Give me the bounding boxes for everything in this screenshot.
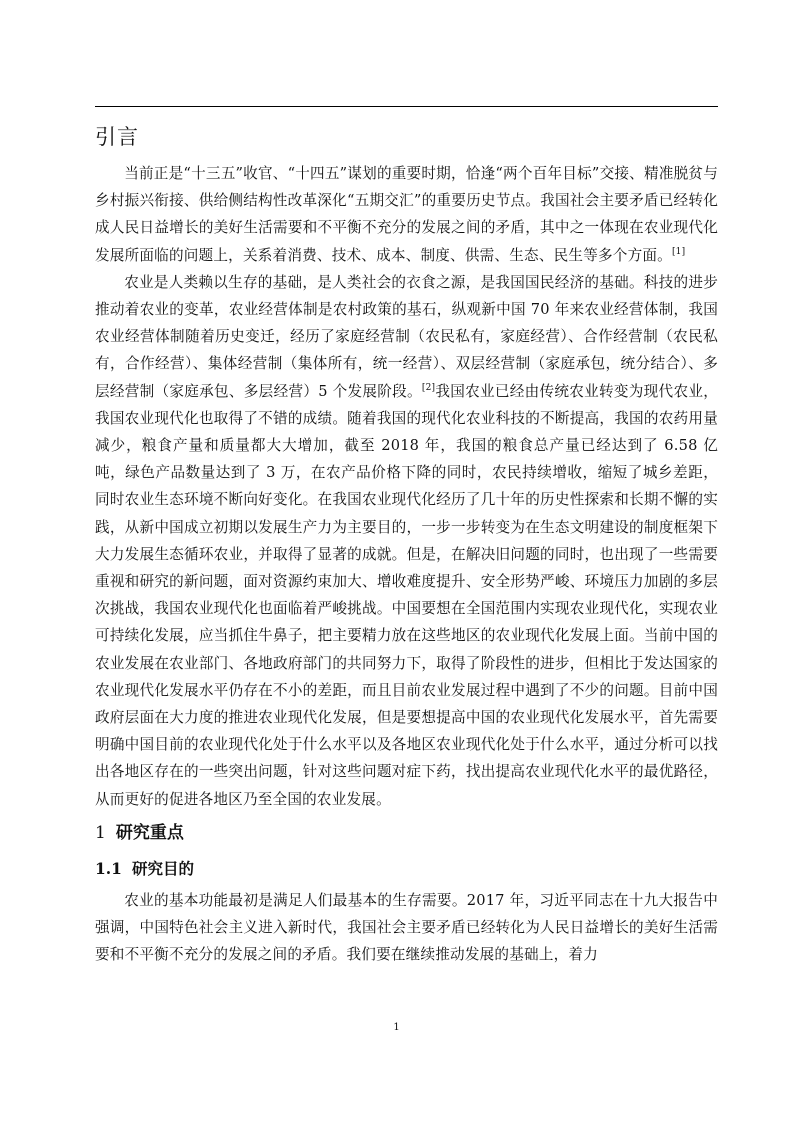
- intro-paragraph-1-text: 当前正是“十三五”收官、“十四五”谋划的重要时期，恰逢“两个百年目标”交接、精准脱贫与乡村振兴衔接、供给侧结构性改革深化“五期交汇”的重要历史节点。我国社会主要矛盾已经转化成人民日益增长的美好生活需要和不平衡不充分的发展之间的矛盾，其中之一体现在农业现代化发展所面临的问题上，关系着消费、技术、成本、制度、供需、生态、民生等多个方面。: [95, 165, 718, 264]
- section-1-number: 1: [95, 822, 106, 843]
- section-1-title: 研究重点: [115, 822, 184, 843]
- intro-paragraph-2-text-a: 农业是人类赖以生存的基础，是人类社会的衣食之源，是我国国民经济的基础。科技的进步推动着农业的变革，农业经营体制是农村政策的基石，纵观新中国 70 年来农业经营体制，我国农业经营体制随着历史变迁，经历了家庭经营制（农民私有，家庭经营）、合作经营制（农民私有，合作经营）、集体经营制（集体所有，统一经营）、双层经营制（家庭承包，统分结合）、多层经营制（家庭承包、多层经营）5 个发展阶段。: [95, 273, 718, 400]
- page-content: [95, 118, 718, 968]
- header-rule: [95, 106, 718, 107]
- intro-paragraph-2: [95, 269, 718, 813]
- citation-2: [2]: [421, 382, 436, 393]
- citation-1: [1]: [671, 246, 686, 257]
- section-1-1-paragraph-1: 农业的基本功能最初是满足人们最基本的生存需要。2017 年，习近平同志在十九大报告中强调，中国特色社会主义进入新时代，我国社会主要矛盾已经转化为人民日益增长的美好生活需要和不平衡不充分的发展之间的矛盾。我们要在继续推动发展的基础上，着力: [95, 891, 718, 964]
- section-1-1-heading: [95, 851, 718, 887]
- section-1-1-number: 1.1: [95, 858, 122, 878]
- intro-heading: 引言: [95, 125, 139, 149]
- intro-paragraph-1: [95, 160, 718, 269]
- section-1-heading: [95, 815, 718, 851]
- page-number: 1: [393, 1022, 400, 1033]
- intro-paragraph-2-text-b: 我国农业已经由传统农业转变为现代农业，我国农业现代化也取得了不错的成绩。随着我国的现代化农业科技的不断提高，我国的农药用量减少，粮食产量和质量都大大增加，截至 2018 年，我国的粮食总产量已经达到了 6.58 亿吨，绿色产品数量达到了 3 万，在农产品价格下降的同时，农民持续增收，缩短了城乡差距，同时农业生态环境不断向好变化。在我国农业现代化经历了几十年的历史性探索和长期不懈的实践，从新中国成立初期以发展生产力为主要目的，一步一步转变为在生态文明建设的制度框架下大力发展生态循环农业，并取得了显著的成就。但是，在解决旧问题的同时，也出现了一些需要重视和研究的新问题，面对资源约束加大、增收难度提升、安全形势严峻、环境压力加剧的多层次挑战，我国农业现代化也面临着严峻挑战。中国要想在全国范围内实现农业现代化，实现农业可持续化发展，应当抓住牛鼻子，把主要精力放在这些地区的农业现代化发展上面。当前中国的农业发展在农业部门、各地政府部门的共同努力下，取得了阶段性的进步，但相比于发达国家的农业现代化发展水平仍存在不小的差距，而且目前农业发展过程中遇到了不少的问题。目前中国政府层面在大力度的推进农业现代化发展，但是要想提高中国的农业现代化发展水平，首先需要明确中国目前的农业现代化处于什么水平以及各地区农业现代化处于什么水平，通过分析可以找出各地区存在的一些突出问题，针对这些问题对症下药，找出提高农业现代化水平的最优路径，从而更好的促进各地区乃至全国的农业发展。: [95, 382, 718, 808]
- section-1-1-title: 研究目的: [131, 858, 194, 878]
